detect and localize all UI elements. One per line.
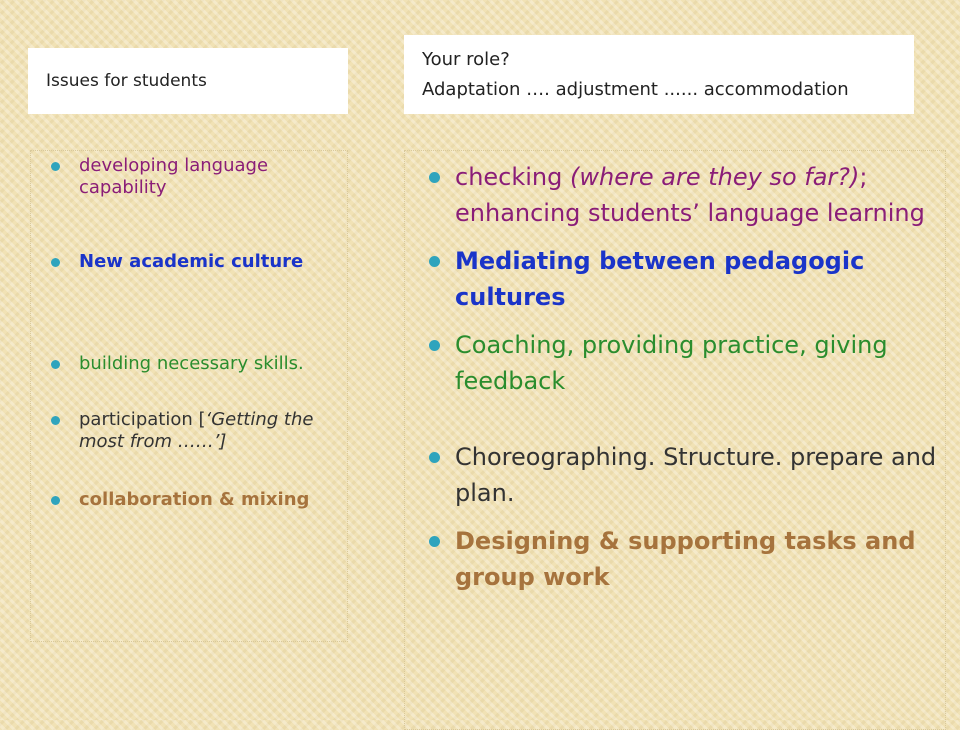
left-item-text: developing language capability	[79, 155, 269, 198]
left-bullet-list	[31, 155, 347, 511]
bullet-icon	[51, 416, 60, 425]
left-content-panel	[30, 150, 348, 642]
right-item-coaching	[405, 327, 945, 399]
bullet-icon	[51, 496, 60, 505]
left-item-text: collaboration & mixing	[79, 489, 310, 510]
right-content-panel	[404, 150, 946, 730]
right-item-text-post: ; enhancing students’ language learning	[455, 163, 925, 227]
left-item-collaboration	[31, 489, 347, 511]
right-item-text: Coaching, providing practice, giving feedback	[455, 331, 888, 395]
right-item-checking	[405, 159, 945, 231]
bullet-icon	[429, 256, 440, 267]
bullet-icon	[51, 162, 60, 171]
left-item-language	[31, 155, 347, 199]
right-item-text: Choreographing. Structure. prepare and plan.	[455, 443, 937, 507]
bullet-icon	[429, 452, 440, 463]
left-item-text: building necessary skills.	[79, 353, 304, 374]
left-item-text: New academic culture	[79, 251, 304, 272]
bullet-icon	[429, 172, 440, 183]
left-item-text-italic: ‘Getting the most from ……’]	[79, 409, 314, 452]
left-title-box	[28, 48, 348, 114]
right-bullet-list	[405, 159, 945, 595]
right-title-line-2: Adaptation …. adjustment ...... accommodation	[422, 79, 849, 100]
left-item-skills	[31, 353, 347, 375]
right-item-text: Designing & supporting tasks and group work	[455, 527, 916, 591]
left-title: Issues for students	[46, 71, 207, 91]
right-title-box	[404, 35, 914, 114]
right-item-text-italic: (where are they so far?)	[570, 163, 860, 191]
right-item-text: Mediating between pedagogic cultures	[455, 247, 865, 311]
left-item-culture	[31, 251, 347, 273]
left-item-participation	[31, 409, 347, 453]
bullet-icon	[51, 360, 60, 369]
right-item-mediating	[405, 243, 945, 315]
right-title-line-1: Your role?	[422, 49, 510, 70]
bullet-icon	[51, 258, 60, 267]
right-item-choreographing	[405, 439, 945, 511]
left-item-text: participation [	[79, 409, 206, 430]
bullet-icon	[429, 340, 440, 351]
right-item-designing	[405, 523, 945, 595]
right-item-text: checking	[455, 163, 571, 191]
bullet-icon	[429, 536, 440, 547]
